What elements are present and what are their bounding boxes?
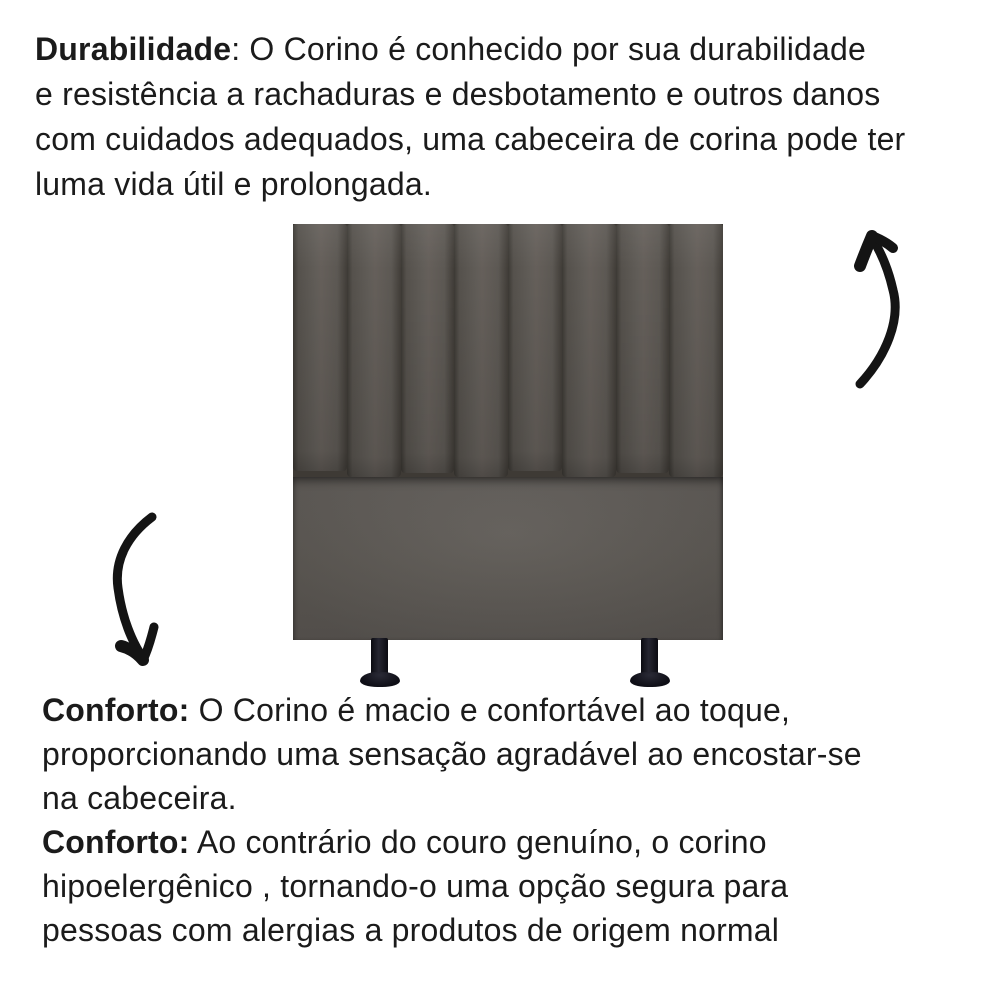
headboard-channel: [508, 224, 562, 471]
durability-line-4: luma vida útil e prolongada.: [35, 166, 432, 202]
headboard-channel: [293, 224, 347, 471]
durability-lead: Durabilidade: [35, 31, 232, 67]
durability-line-1: : O Corino é conhecido por sua durabilidade: [231, 31, 866, 67]
headboard-channel-section: [293, 224, 723, 477]
paragraph-line: [42, 820, 788, 864]
headboard-channel: [347, 224, 401, 477]
durability-line-3: com cuidados adequados, uma cabeceira de corina pode ter: [35, 121, 906, 157]
comfort-hypo-lead: Conforto:: [42, 824, 190, 860]
headboard-channel: [616, 224, 670, 473]
comfort-hypo-line-3: pessoas com alergias a produtos de origem normal: [42, 912, 780, 948]
headboard-channel: [401, 224, 455, 473]
paragraph-line: [35, 27, 905, 72]
curved-arrow-up-icon: [828, 208, 948, 408]
headboard-channel: [454, 224, 508, 477]
comfort-hypo-paragraph: [42, 820, 788, 952]
comfort-touch-line-1: O Corino é macio e confortável ao toque,: [189, 692, 791, 728]
headboard-channel: [669, 224, 723, 477]
curved-arrow-down-icon: [88, 498, 198, 678]
comfort-touch-paragraph: [42, 688, 862, 820]
comfort-touch-line-2: proporcionando uma sensação agradável ao encostar-se: [42, 736, 862, 772]
durability-paragraph: [35, 27, 905, 207]
paragraph-line: [42, 688, 862, 732]
headboard-left-leg: [371, 638, 388, 676]
headboard-image: [293, 224, 723, 687]
comfort-touch-lead: Conforto:: [42, 692, 190, 728]
headboard-base-panel: [293, 477, 723, 640]
comfort-hypo-line-2: hipoelergênico , tornando-o uma opção segura para: [42, 868, 789, 904]
comfort-touch-line-3: na cabeceira.: [42, 780, 237, 816]
durability-line-2: e resistência a rachaduras e desbotamento e outros danos: [35, 76, 881, 112]
headboard-channel: [562, 224, 616, 477]
headboard-left-foot: [360, 672, 400, 687]
headboard-right-leg: [641, 638, 658, 676]
comfort-hypo-line-1: Ao contrário do couro genuíno, o corino: [189, 824, 767, 860]
headboard-right-foot: [630, 672, 670, 687]
